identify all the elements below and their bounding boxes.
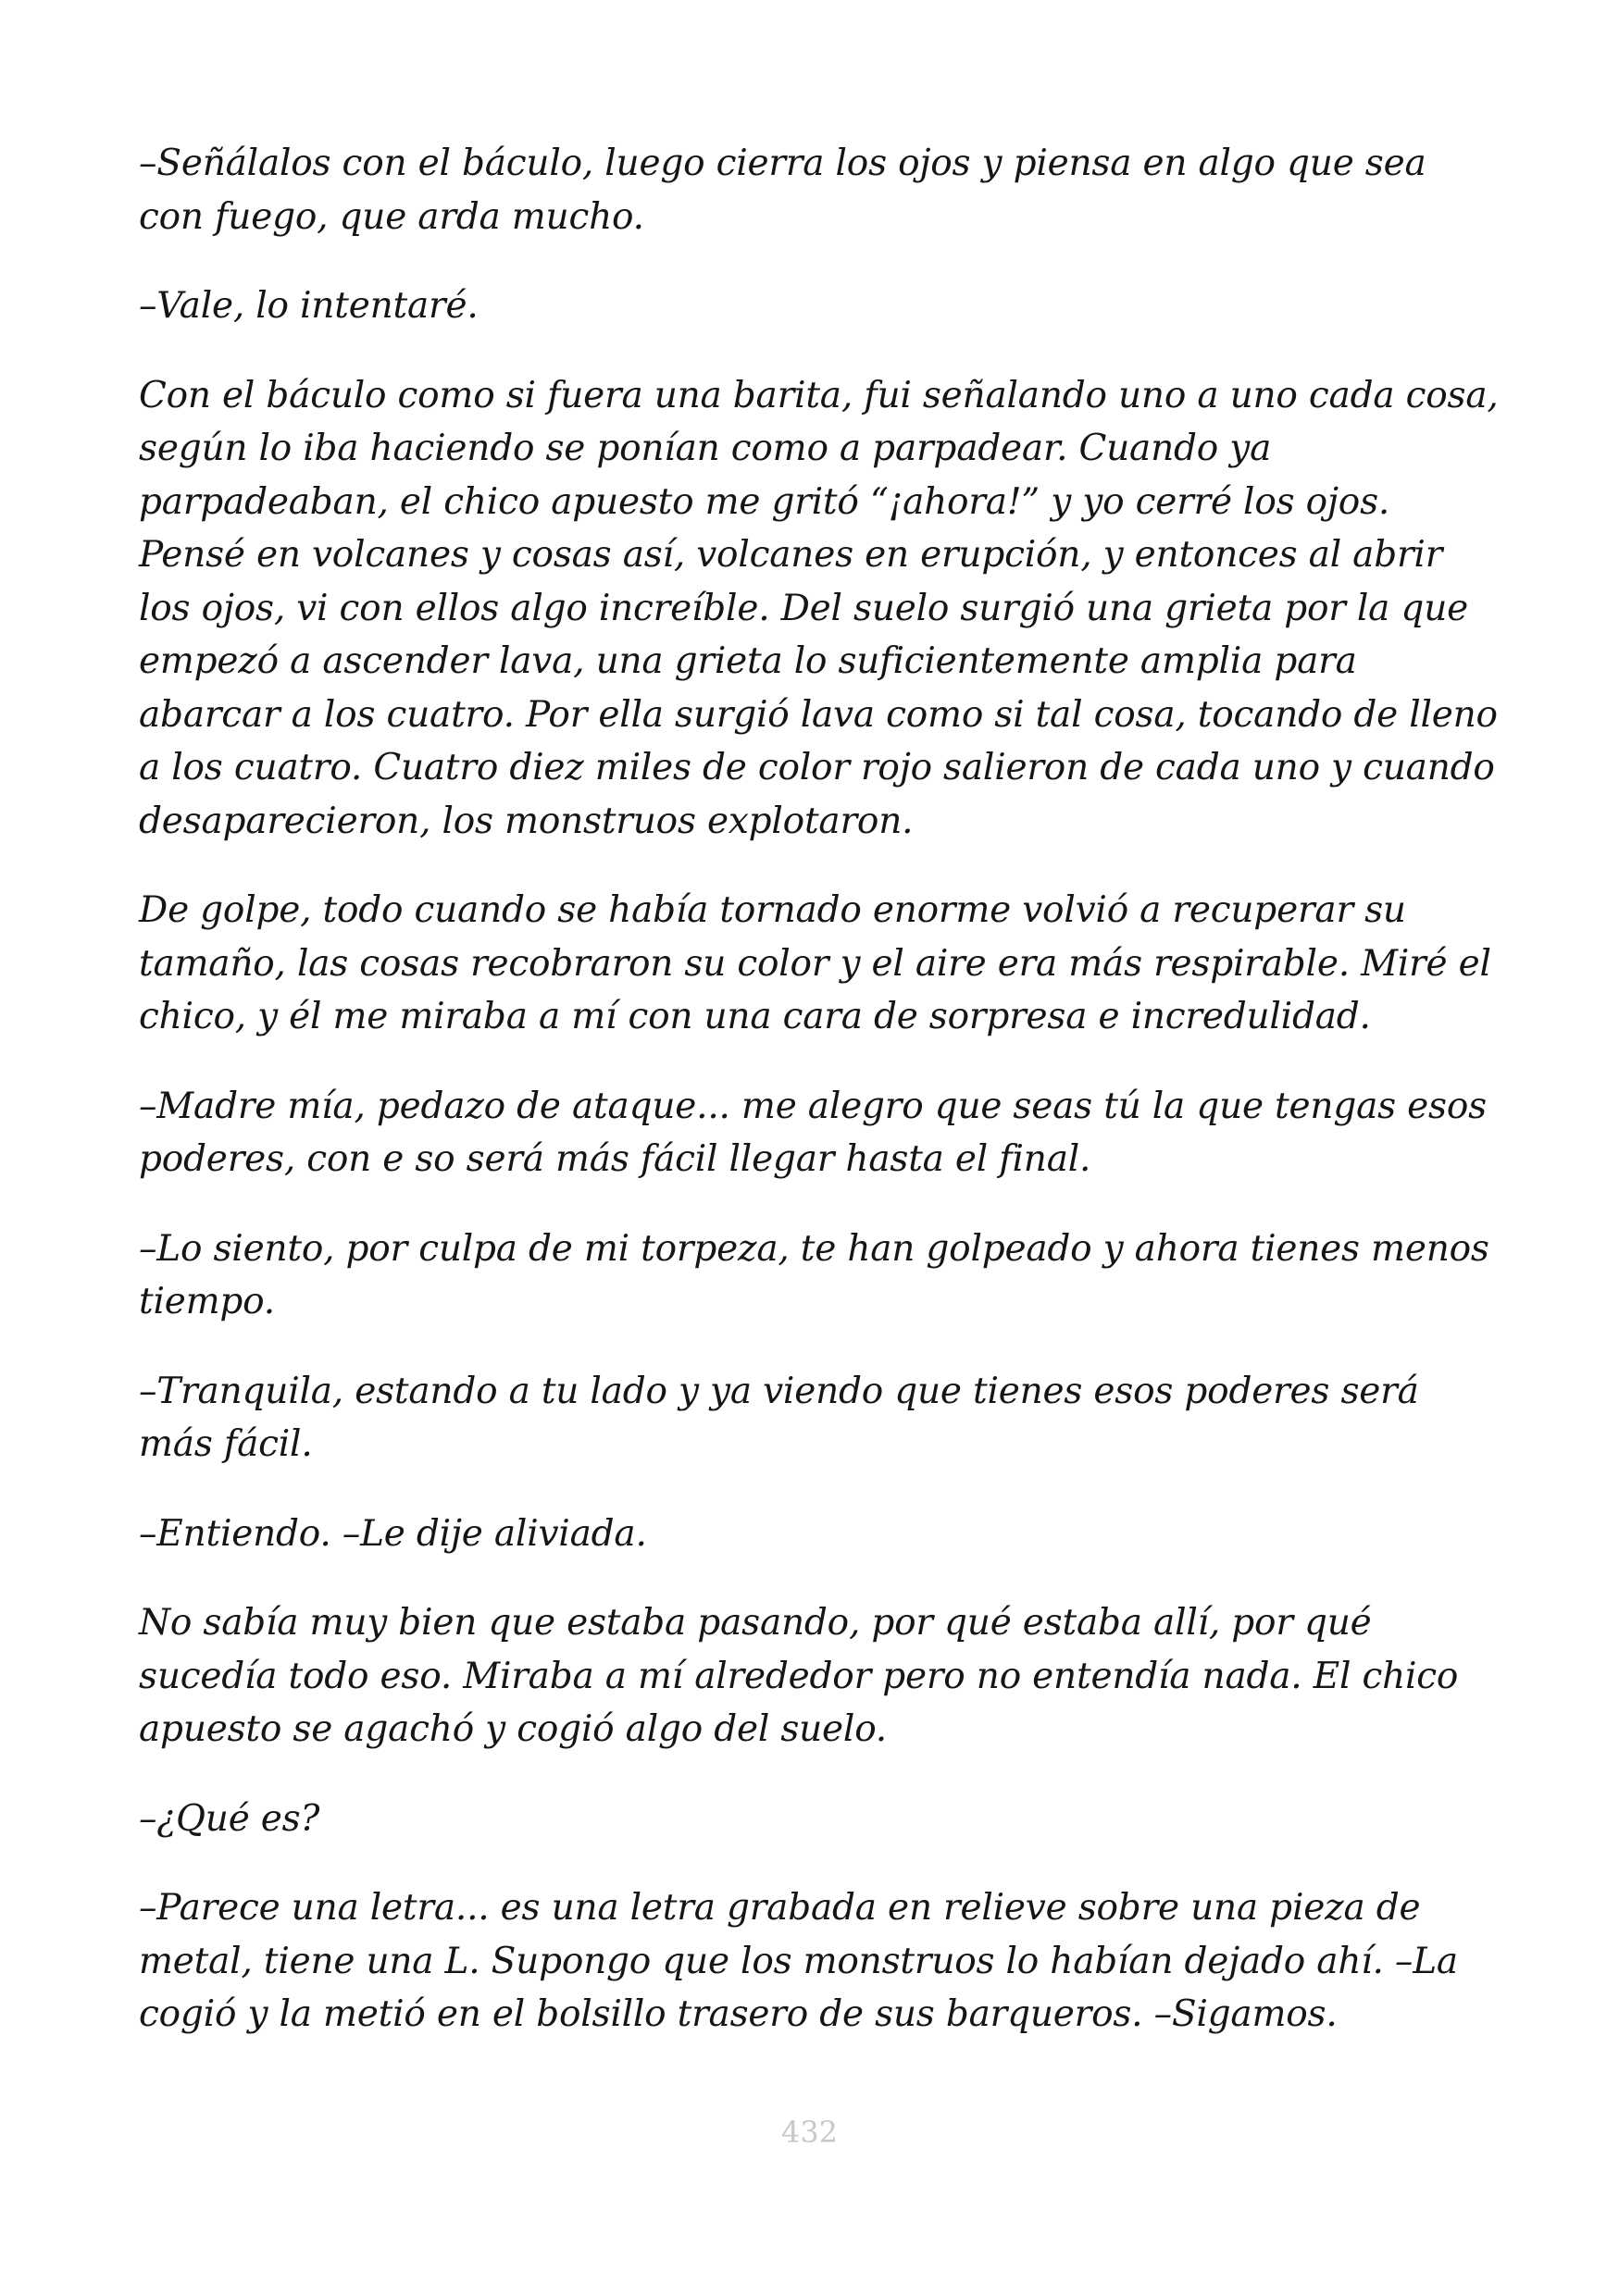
paragraph-2: –Vale, lo intentaré.: [139, 285, 479, 327]
paragraph-7: –Tranquila, estando a tu lado y ya viendo que tienes esos poderes será más fácil.: [139, 1370, 1419, 1465]
paragraph-1: –Señálalos con el báculo, luego cierra los ojos y piensa en algo que sea con fuego, que arda mucho.: [139, 143, 1426, 238]
paragraph-3: Con el báculo como si fuera una barita, fui señalando uno a uno cada cosa, según lo iba haciendo se ponían como a parpadear. Cuando ya parpadeaban, el chico apuesto me gritó “¡ahora!” y yo cerré los ojos. Pensé en volcanes y cosas así, volcanes en erupción, y entonces al abrir los ojos, vi con ellos algo increíble. Del suelo surgió una grieta por la que empezó a ascender lava, una grieta lo suficientemente amplia para abarcar a los cuatro. Por ella surgió lava como si tal cosa, tocando de lleno a los cuatro. Cuatro diez miles de color rojo salieron de cada uno y cuando desaparecieron, los monstruos explotaron.: [139, 374, 1499, 842]
body-text: [139, 137, 1500, 2078]
page-number: 432: [780, 2115, 839, 2150]
paragraph-6: –Lo siento, por culpa de mi torpeza, te han golpeado y ahora tienes menos tiempo.: [139, 1227, 1489, 1322]
paragraph-5: –Madre mía, pedazo de ataque... me alegro que seas tú la que tengas esos poderes, con e so será más fácil llegar hasta el final.: [139, 1085, 1487, 1180]
paragraph-11: –Parece una letra... es una letra grabada en relieve sobre una pieza de metal, tiene una L. Supongo que los monstruos lo habían dejado ahí. –La cogió y la metió en el bolsillo trasero de sus barqueros. –Sigamos.: [139, 1887, 1458, 2035]
paragraph-8: –Entiendo. –Le dije aliviada.: [139, 1512, 647, 1555]
paragraph-10: –¿Qué es?: [139, 1797, 320, 1840]
paragraph-9: No sabía muy bien que estaba pasando, por qué estaba allí, por qué sucedía todo eso. Miraba a mí alrededor pero no entendía nada. El chico apuesto se agachó y cogió algo del suelo.: [139, 1602, 1459, 1750]
paragraph-4: De golpe, todo cuando se había tornado enorme volvió a recuperar su tamaño, las cosas recobraron su color y el aire era más respirable. Miré el chico, y él me miraba a mí con una cara de sorpresa e incredulidad.: [139, 889, 1491, 1037]
